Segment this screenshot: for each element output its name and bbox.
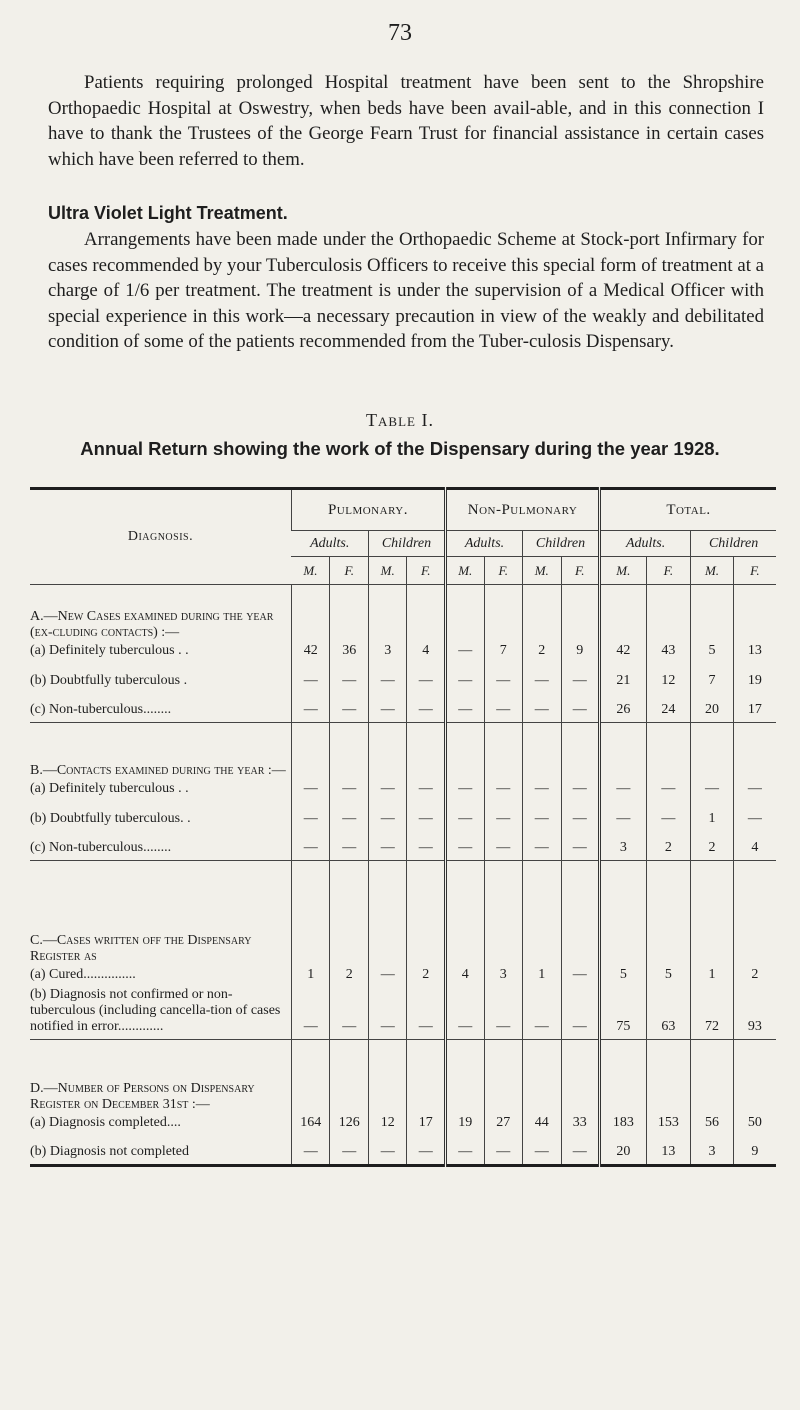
table-cell: 56 bbox=[691, 1039, 734, 1135]
table-cell: 42 bbox=[600, 585, 647, 663]
table-cell: — bbox=[733, 723, 776, 801]
table-cell: 7 bbox=[484, 585, 523, 663]
table-cell: — bbox=[330, 1135, 369, 1165]
table-cell: 153 bbox=[646, 1039, 691, 1135]
table-row bbox=[30, 663, 776, 693]
group-header-non-pulmonary: Non-Pulmonary bbox=[446, 489, 600, 531]
table-row bbox=[30, 1039, 776, 1135]
dispensary-return-table bbox=[30, 487, 776, 1167]
table-cell: 3 bbox=[600, 831, 647, 861]
table-cell: — bbox=[407, 831, 446, 861]
table-cell: — bbox=[484, 987, 523, 1040]
table-cell: — bbox=[561, 693, 600, 723]
table-cell: — bbox=[646, 723, 691, 801]
table-cell: 4 bbox=[733, 831, 776, 861]
table-cell: — bbox=[291, 723, 330, 801]
table-cell: 13 bbox=[646, 1135, 691, 1165]
table-cell: — bbox=[446, 801, 485, 831]
table-row bbox=[30, 693, 776, 723]
table-cell: — bbox=[368, 831, 407, 861]
table-cell: 4 bbox=[407, 585, 446, 663]
table-cell: 19 bbox=[446, 1039, 485, 1135]
sex-header: M. bbox=[303, 562, 318, 578]
table-cell: 21 bbox=[600, 663, 647, 693]
table-cell: 7 bbox=[691, 663, 734, 693]
table-cell: 42 bbox=[291, 585, 330, 663]
row-label-text: (b) Diagnosis not completed bbox=[30, 1143, 190, 1159]
table-cell: 2 bbox=[407, 861, 446, 987]
table-cell: 33 bbox=[561, 1039, 600, 1135]
row-label bbox=[30, 1039, 291, 1135]
table-cell: 9 bbox=[733, 1135, 776, 1165]
table-cell: 5 bbox=[646, 861, 691, 987]
table-cell: — bbox=[484, 1135, 523, 1165]
row-label-text: (c) Non-tuberculous........ bbox=[30, 702, 172, 717]
row-label bbox=[30, 831, 291, 861]
row-label-text: (b) Diagnosis not confirmed or non-tuberculous (including cancella-tion of cases notified in error............. bbox=[30, 986, 281, 1034]
table-cell: 20 bbox=[691, 693, 734, 723]
table-cell: 3 bbox=[484, 861, 523, 987]
table-cell: — bbox=[523, 987, 562, 1040]
table-cell: 50 bbox=[733, 1039, 776, 1135]
table-cell: — bbox=[291, 663, 330, 693]
section-intro: A.—New Cases examined during the year (ex-cluding contacts) :— bbox=[30, 608, 274, 640]
table-cell: — bbox=[484, 801, 523, 831]
table-cell: 3 bbox=[691, 1135, 734, 1165]
table-cell: — bbox=[330, 801, 369, 831]
sex-header: M. bbox=[600, 557, 647, 585]
table-cell: 2 bbox=[733, 861, 776, 987]
table-cell: — bbox=[330, 987, 369, 1040]
table-row bbox=[30, 801, 776, 831]
table-cell: 24 bbox=[646, 693, 691, 723]
group-header-total: Total. bbox=[600, 489, 776, 531]
table-cell: 36 bbox=[330, 585, 369, 663]
table-cell: — bbox=[330, 693, 369, 723]
table-cell: 2 bbox=[330, 861, 369, 987]
row-label-text: (a) Cured............... bbox=[30, 966, 136, 982]
table-cell: — bbox=[446, 723, 485, 801]
table-cell: 1 bbox=[691, 801, 734, 831]
page-number: 73 bbox=[388, 20, 412, 46]
row-label bbox=[30, 987, 291, 1040]
paragraph-ultra-violet: Arrangements have been made under the Orthopaedic Scheme at Stock-port Infirmary for cases recommended by your Tuberculosis Officers to receive this special form of treatment at a charge of 1/6 per treatment. The treatment is under the supervision of a Medical Officer with special experience in this work—a necessary precaution in view of the weakly and debilitated condition of some of the patients recommended from the Tuber-culosis Dispensary. bbox=[48, 229, 764, 352]
table-cell: 17 bbox=[733, 693, 776, 723]
table-cell: 13 bbox=[733, 585, 776, 663]
table-cell: — bbox=[407, 987, 446, 1040]
table-cell: 44 bbox=[523, 1039, 562, 1135]
table-cell: — bbox=[368, 801, 407, 831]
table-cell: 26 bbox=[600, 693, 647, 723]
table-cell: — bbox=[561, 831, 600, 861]
table-cell: 2 bbox=[523, 585, 562, 663]
table-cell: 93 bbox=[733, 987, 776, 1040]
table-cell: — bbox=[446, 585, 485, 663]
table-cell: 1 bbox=[291, 861, 330, 987]
table-cell: 19 bbox=[733, 663, 776, 693]
subgroup-header: Adults. bbox=[310, 535, 350, 551]
table-cell: — bbox=[523, 723, 562, 801]
table-row bbox=[30, 585, 776, 663]
sex-header: F. bbox=[330, 557, 369, 585]
row-label bbox=[30, 861, 291, 987]
section-intro: B.—Contacts examined during the year :— bbox=[30, 762, 286, 778]
table-cell: — bbox=[291, 987, 330, 1040]
sex-header: F. bbox=[733, 557, 776, 585]
table-cell: — bbox=[407, 1135, 446, 1165]
sex-header: F. bbox=[407, 557, 446, 585]
row-label bbox=[30, 723, 291, 801]
row-label bbox=[30, 585, 291, 663]
table-cell: — bbox=[600, 801, 647, 831]
table-cell: 75 bbox=[600, 987, 647, 1040]
table-row bbox=[30, 831, 776, 861]
table-cell: 5 bbox=[600, 861, 647, 987]
table-cell: — bbox=[691, 723, 734, 801]
sex-header: F. bbox=[484, 557, 523, 585]
table-cell: — bbox=[446, 693, 485, 723]
table-row bbox=[30, 861, 776, 987]
sex-header: M. bbox=[523, 557, 562, 585]
row-label bbox=[30, 1135, 291, 1165]
table-cell: — bbox=[446, 663, 485, 693]
row-label bbox=[30, 693, 291, 723]
table-cell: — bbox=[646, 801, 691, 831]
table-cell: — bbox=[291, 693, 330, 723]
table-cell: — bbox=[561, 801, 600, 831]
table-cell: — bbox=[561, 861, 600, 987]
table-cell: 9 bbox=[561, 585, 600, 663]
row-label bbox=[30, 663, 291, 693]
diagnosis-header: Diagnosis. bbox=[127, 529, 194, 544]
table-cell: — bbox=[523, 801, 562, 831]
table-cell: — bbox=[330, 831, 369, 861]
table-cell: — bbox=[368, 1135, 407, 1165]
table-cell: 5 bbox=[691, 585, 734, 663]
table-cell: 2 bbox=[691, 831, 734, 861]
sex-header: M. bbox=[691, 557, 734, 585]
row-label-text: (c) Non-tuberculous........ bbox=[30, 840, 172, 855]
table-cell: — bbox=[446, 831, 485, 861]
table-cell: — bbox=[368, 861, 407, 987]
sex-header: M. bbox=[368, 557, 407, 585]
table-cell: — bbox=[523, 693, 562, 723]
table-title: Annual Return showing the work of the Dispensary during the year 1928. bbox=[80, 438, 720, 459]
table-cell: — bbox=[446, 1135, 485, 1165]
row-label-text: (a) Diagnosis completed.... bbox=[30, 1115, 181, 1130]
section-intro: C.—Cases written off the Dispensary Register as bbox=[30, 932, 252, 964]
table-row bbox=[30, 723, 776, 801]
paragraph-orthopaedic-hospital: Patients requiring prolonged Hospital treatment have been sent to the Shropshire Orthopaedic Hospital at Oswestry, when beds have been avail-able, and in this connection I have to thank the Trustees of the George Fearn Trust for financial assistance in certain cases which have been referred to them. bbox=[48, 72, 764, 170]
table-cell: — bbox=[523, 1135, 562, 1165]
table-cell: — bbox=[733, 801, 776, 831]
table-cell: — bbox=[330, 723, 369, 801]
table-cell: — bbox=[600, 723, 647, 801]
table-cell: 63 bbox=[646, 987, 691, 1040]
table-cell: — bbox=[561, 723, 600, 801]
table-cell: — bbox=[561, 987, 600, 1040]
table-cell: — bbox=[561, 663, 600, 693]
row-label-text: (a) Definitely tuberculous . . bbox=[30, 780, 189, 796]
sex-header: F. bbox=[646, 557, 691, 585]
table-cell: 126 bbox=[330, 1039, 369, 1135]
table-cell: — bbox=[368, 663, 407, 693]
table-cell: 4 bbox=[446, 861, 485, 987]
table-cell: — bbox=[523, 831, 562, 861]
table-cell: 12 bbox=[368, 1039, 407, 1135]
table-row bbox=[30, 1135, 776, 1165]
table-cell: 20 bbox=[600, 1135, 647, 1165]
table-cell: — bbox=[407, 663, 446, 693]
table-label: Table I. bbox=[366, 410, 434, 430]
table-cell: — bbox=[368, 987, 407, 1040]
sex-header: M. bbox=[446, 557, 485, 585]
table-cell: — bbox=[291, 1135, 330, 1165]
group-header-pulmonary: Pulmonary. bbox=[291, 489, 445, 531]
subgroup-header: Children bbox=[368, 531, 445, 557]
table-cell: — bbox=[484, 663, 523, 693]
sex-header: F. bbox=[561, 557, 600, 585]
table-cell: 2 bbox=[646, 831, 691, 861]
table-cell: 43 bbox=[646, 585, 691, 663]
table-cell: — bbox=[291, 831, 330, 861]
table-cell: — bbox=[368, 723, 407, 801]
section-heading: Ultra Violet Light Treatment. bbox=[48, 203, 288, 223]
table-cell: — bbox=[484, 723, 523, 801]
table-cell: — bbox=[407, 801, 446, 831]
table-cell: 1 bbox=[523, 861, 562, 987]
table-cell: 72 bbox=[691, 987, 734, 1040]
table-cell: 17 bbox=[407, 1039, 446, 1135]
subgroup-header: Adults. bbox=[446, 531, 523, 557]
table-cell: 27 bbox=[484, 1039, 523, 1135]
section-intro: D.—Number of Persons on Dispensary Register on December 31st :— bbox=[30, 1081, 255, 1112]
row-label-text: (a) Definitely tuberculous . . bbox=[30, 642, 189, 658]
table-cell: — bbox=[561, 1135, 600, 1165]
table-cell: — bbox=[407, 723, 446, 801]
table-cell: 183 bbox=[600, 1039, 647, 1135]
table-cell: — bbox=[484, 693, 523, 723]
table-row bbox=[30, 987, 776, 1040]
table-cell: — bbox=[446, 987, 485, 1040]
table-cell: — bbox=[330, 663, 369, 693]
table-cell: — bbox=[523, 663, 562, 693]
row-label-text: (b) Doubtfully tuberculous. . bbox=[30, 810, 191, 826]
subgroup-header: Children bbox=[523, 531, 600, 557]
row-label-text: (b) Doubtfully tuberculous . bbox=[30, 672, 188, 688]
table-cell: — bbox=[407, 693, 446, 723]
subgroup-header: Adults. bbox=[600, 531, 691, 557]
table-cell: 3 bbox=[368, 585, 407, 663]
table-cell: 1 bbox=[691, 861, 734, 987]
table-cell: 12 bbox=[646, 663, 691, 693]
table-cell: — bbox=[368, 693, 407, 723]
row-label bbox=[30, 801, 291, 831]
table-cell: 164 bbox=[291, 1039, 330, 1135]
table-cell: — bbox=[291, 801, 330, 831]
table-cell: — bbox=[484, 831, 523, 861]
subgroup-header: Children bbox=[691, 531, 776, 557]
